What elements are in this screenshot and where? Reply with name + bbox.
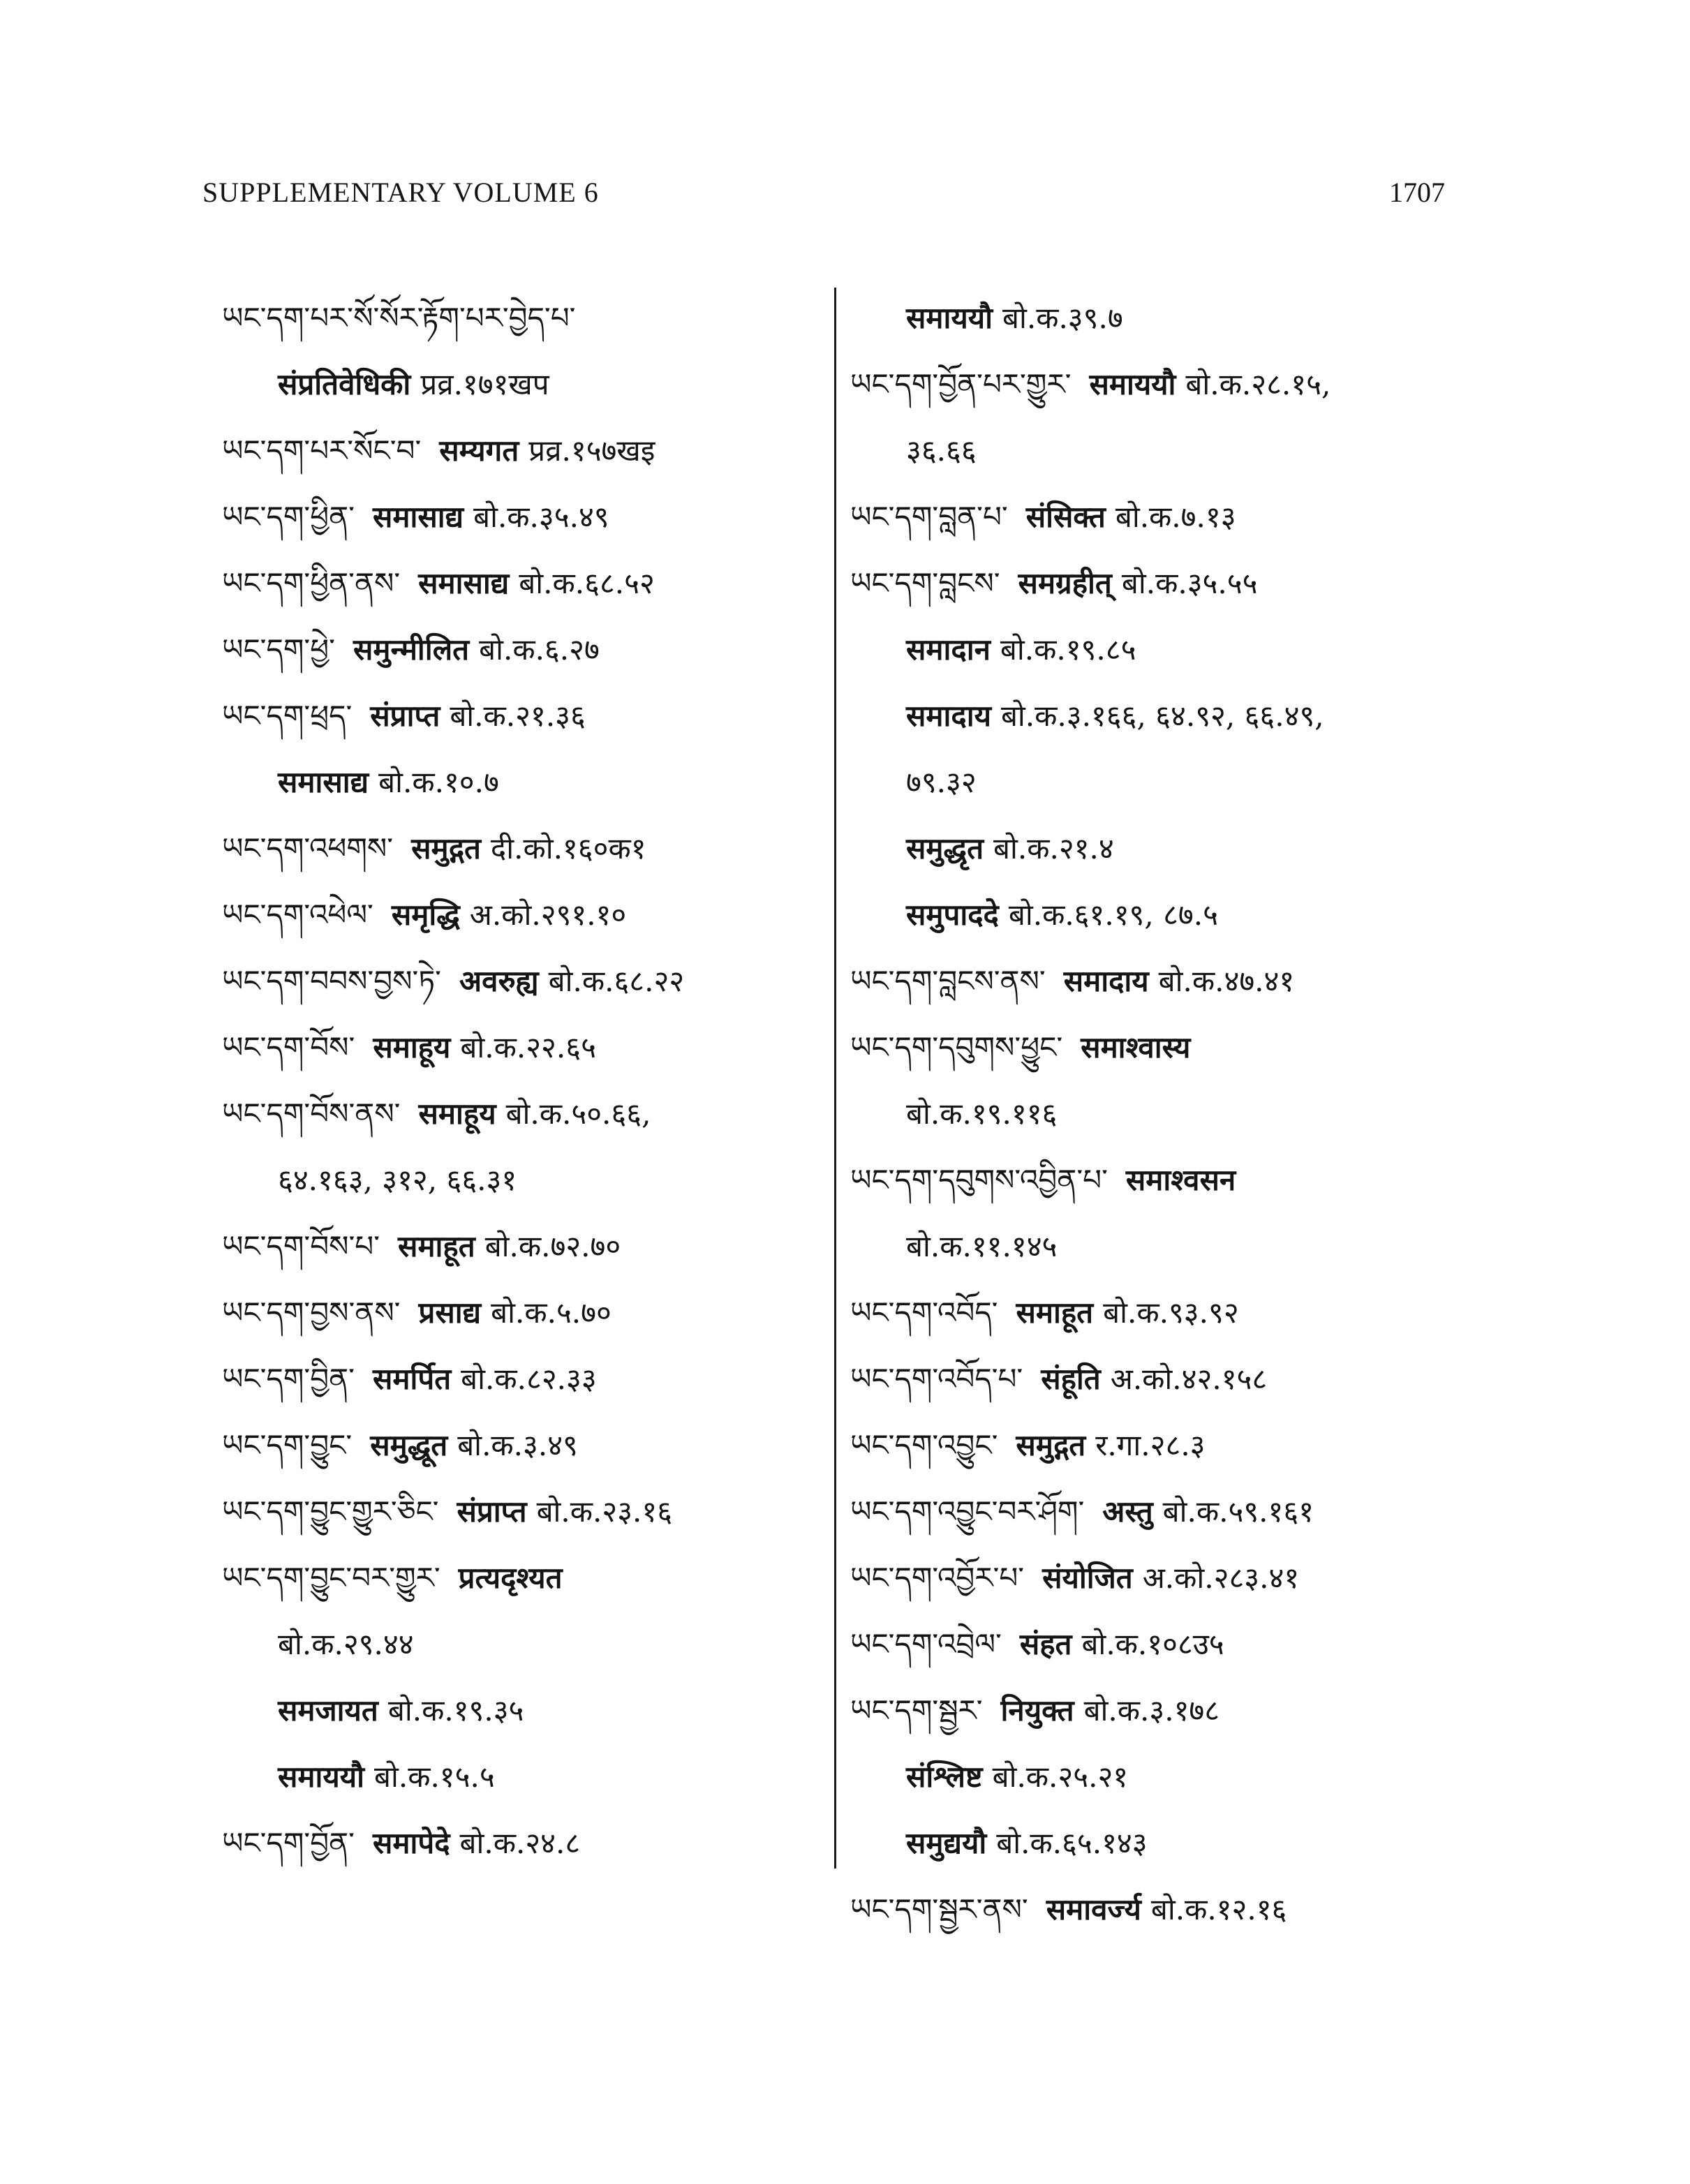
tibetan-headword: ཡང་དག་འབྱུང་	[850, 1428, 998, 1462]
tibetan-headword: ཡང་དག་ཕྱིན་ནས་	[222, 566, 401, 600]
dictionary-entry	[222, 948, 824, 1014]
tibetan-headword: ཡང་དག་བླངས་	[850, 566, 1000, 600]
sanskrit-equivalent: अस्तु	[1102, 1494, 1153, 1529]
source-reference: प्रव्र.१७१खप	[420, 367, 549, 401]
sanskrit-equivalent: सम्यगत	[439, 433, 519, 468]
tibetan-headword: ཡང་དག་ཕྱེ་	[222, 632, 335, 667]
sanskrit-equivalent: समाययौ	[1089, 367, 1176, 401]
dictionary-entry	[850, 484, 1520, 550]
tibetan-headword: ཡང་དག་འབྱོར་པ་	[850, 1561, 1025, 1595]
entry-continuation	[850, 683, 1520, 749]
entry-continuation	[850, 285, 1520, 351]
dictionary-entry	[222, 1346, 824, 1412]
entry-continuation	[850, 417, 1520, 484]
entry-continuation	[850, 815, 1520, 882]
page-number: 1707	[1389, 177, 1445, 208]
right-column	[850, 285, 1520, 1942]
sanskrit-equivalent: समासाद्य	[372, 500, 464, 534]
source-reference: बो.क.१९.३५	[387, 1693, 524, 1728]
source-reference: बो.क.७२.७०	[484, 1229, 621, 1263]
tibetan-headword: ཡང་དག་བྱོན་པར་གྱུར་	[850, 367, 1072, 401]
sanskrit-equivalent: समादाय	[1063, 964, 1149, 998]
source-reference: प्रव्र.१५७खइ	[528, 433, 655, 468]
sanskrit-equivalent: नियुक्त	[1000, 1693, 1074, 1728]
sanskrit-equivalent: समुद्धूत	[370, 1428, 448, 1462]
source-reference: अ.को.२९१.१०	[469, 898, 627, 932]
entry-continuation	[222, 1611, 824, 1677]
entry-continuation	[850, 749, 1520, 815]
entry-continuation	[222, 1744, 824, 1810]
tibetan-headword: ཡང་དག་ཕྱིན་	[222, 500, 355, 534]
sanskrit-equivalent: संश्लिष्ट	[906, 1760, 983, 1794]
tibetan-headword: ཡང་དག་བྱུང་གྱུར་ཅིང་	[222, 1494, 439, 1529]
tibetan-headword: ཡང་དག་པར་སོ་སོར་རྟོག་པར་བྱེད་པ་	[222, 301, 576, 335]
entry-continuation	[850, 1744, 1520, 1810]
dictionary-entry	[850, 351, 1520, 417]
sanskrit-equivalent: संप्रतिवेधिकी	[278, 367, 411, 401]
dictionary-entry	[850, 1677, 1520, 1744]
dictionary-entry	[222, 1412, 824, 1478]
sanskrit-equivalent: समावर्ज्य	[1046, 1892, 1141, 1926]
source-reference: बो.क.२१.३६	[450, 699, 586, 733]
sanskrit-equivalent: अवरुह्य	[459, 964, 539, 998]
entry-continuation	[222, 1147, 824, 1213]
tibetan-headword: ཡང་དག་བོས་	[222, 1030, 355, 1064]
dictionary-entry	[222, 1080, 824, 1147]
tibetan-headword: ཡང་དག་འཕགས་	[222, 831, 394, 866]
source-reference: बो.क.१०८उ५	[1081, 1627, 1224, 1661]
source-reference: बो.क.६.२७	[479, 632, 600, 667]
sanskrit-equivalent: समाहूय	[373, 1030, 451, 1064]
source-reference: बो.क.११.१४५	[906, 1229, 1058, 1263]
source-reference: बो.क.१२.१६	[1150, 1892, 1287, 1926]
dictionary-entry	[222, 417, 824, 484]
entry-continuation	[222, 749, 824, 815]
source-reference: ३६.६६	[906, 433, 977, 468]
dictionary-entry	[850, 948, 1520, 1014]
sanskrit-equivalent: समापेदे	[372, 1826, 450, 1860]
entry-continuation	[850, 882, 1520, 948]
entry-continuation	[850, 1810, 1520, 1876]
source-reference: दी.को.१६०क१	[490, 831, 646, 866]
source-reference: बो.क.३.१७८	[1083, 1693, 1220, 1728]
dictionary-entry	[850, 1876, 1520, 1942]
tibetan-headword: ཡང་དག་བབས་བྱས་ཏེ་	[222, 964, 441, 998]
source-reference: बो.क.२१.४	[993, 831, 1114, 866]
left-column	[222, 285, 824, 1876]
source-reference: बो.क.२९.४४	[278, 1627, 414, 1661]
source-reference: बो.क.२५.२१	[992, 1760, 1129, 1794]
tibetan-headword: ཡང་དག་འབྲེལ་	[850, 1627, 1002, 1661]
sanskrit-equivalent: प्रत्यदृश्यत	[458, 1561, 563, 1595]
tibetan-headword: ཡང་དག་དབུགས་ཕྱུང་	[850, 1030, 1063, 1064]
sanskrit-equivalent: समादाय	[906, 699, 991, 733]
sanskrit-equivalent: संहत	[1019, 1627, 1072, 1661]
sanskrit-equivalent: समाश्वास्य	[1081, 1030, 1191, 1064]
source-reference: अ.को.४२.१५८	[1110, 1362, 1268, 1396]
tibetan-headword: ཡང་དག་ཕྲད་	[222, 699, 353, 733]
source-reference: बो.क.६१.१९, ८७.५	[1008, 898, 1218, 932]
dictionary-entry	[222, 550, 824, 616]
dictionary-entry	[850, 550, 1520, 616]
tibetan-headword: ཡང་དག་བླན་པ་	[850, 500, 1008, 534]
source-reference: बो.क.२२.६५	[460, 1030, 596, 1064]
dictionary-entry	[222, 1545, 824, 1611]
dictionary-entry	[850, 1478, 1520, 1545]
sanskrit-equivalent: समादान	[906, 632, 991, 667]
source-reference: बो.क.४७.४१	[1158, 964, 1295, 998]
source-reference: बो.क.९३.९२	[1103, 1295, 1239, 1330]
sanskrit-equivalent: संप्राप्त	[457, 1494, 527, 1529]
tibetan-headword: ཡང་དག་སྦྱར་	[850, 1693, 983, 1728]
source-reference: बो.क.१०.७	[378, 765, 499, 799]
entry-continuation	[850, 1080, 1520, 1147]
sanskrit-equivalent: समुद्धृत	[906, 831, 984, 866]
sanskrit-equivalent: समृद्धि	[391, 898, 460, 932]
sanskrit-equivalent: समासाद्य	[418, 566, 510, 600]
tibetan-headword: ཡང་དག་བོས་པ་	[222, 1229, 380, 1263]
dictionary-entry	[850, 1611, 1520, 1677]
tibetan-headword: ཡང་དག་སྦྱར་ནས་	[850, 1892, 1028, 1926]
source-reference: बो.क.२८.१५,	[1185, 367, 1331, 401]
source-reference: बो.क.३५.४९	[473, 500, 609, 534]
source-reference: बो.क.२३.१६	[536, 1494, 673, 1529]
dictionary-entry	[850, 1346, 1520, 1412]
tibetan-headword: ཡང་དག་བྱིན་	[222, 1362, 355, 1396]
source-reference: बो.क.५.७०	[491, 1295, 611, 1330]
dictionary-entry	[222, 285, 824, 351]
sanskrit-equivalent: समाहूय	[418, 1097, 496, 1131]
dictionary-entry	[222, 1478, 824, 1545]
sanskrit-equivalent: समग्रहीत्	[1018, 566, 1112, 600]
dictionary-entry	[222, 1213, 824, 1279]
source-reference: बो.क.३.४९	[457, 1428, 578, 1462]
dictionary-entry	[222, 815, 824, 882]
tibetan-headword: ཡང་དག་བྱུང་	[222, 1428, 353, 1462]
sanskrit-equivalent: समुद्ययौ	[906, 1826, 987, 1860]
source-reference: बो.क.६८.२२	[548, 964, 685, 998]
dictionary-entry	[222, 882, 824, 948]
source-reference: बो.क.१५.५	[373, 1760, 495, 1794]
dictionary-entry	[222, 616, 824, 683]
source-reference: बो.क.८२.३३	[461, 1362, 597, 1396]
tibetan-headword: ཡང་དག་བྱོན་	[222, 1826, 355, 1860]
sanskrit-equivalent: समाश्वसन	[1125, 1163, 1236, 1197]
sanskrit-equivalent: संयोजित	[1042, 1561, 1133, 1595]
source-reference: ७९.३२	[906, 765, 977, 799]
tibetan-headword: ཡང་དག་བོས་ནས་	[222, 1097, 401, 1131]
sanskrit-equivalent: समासाद्य	[278, 765, 369, 799]
entry-continuation	[222, 1677, 824, 1744]
source-reference: र.गा.२८.३	[1095, 1428, 1206, 1462]
source-reference: बो.क.२४.८	[459, 1826, 581, 1860]
dictionary-entry	[222, 1810, 824, 1876]
sanskrit-equivalent: संहूति	[1041, 1362, 1101, 1396]
source-reference: बो.क.६८.५२	[519, 566, 655, 600]
tibetan-headword: ཡང་དག་འཕེལ་	[222, 898, 373, 932]
tibetan-headword: ཡང་དག་པར་སོང་བ་	[222, 433, 422, 468]
tibetan-headword: ཡང་དག་བྱུང་བར་གྱུར་	[222, 1561, 440, 1595]
source-reference: बो.क.३९.७	[1002, 301, 1123, 335]
tibetan-headword: ཡང་དག་འབོད་	[850, 1295, 998, 1330]
dictionary-entry	[850, 1279, 1520, 1346]
dictionary-entry	[222, 484, 824, 550]
dictionary-entry	[222, 1279, 824, 1346]
source-reference: बो.क.३.१६६, ६४.९२, ६६.४९,	[1000, 699, 1324, 733]
sanskrit-equivalent: संप्राप्त	[370, 699, 440, 733]
sanskrit-equivalent: प्रसाद्य	[418, 1295, 482, 1330]
tibetan-headword: ཡང་དག་བྱས་ནས་	[222, 1295, 401, 1330]
dictionary-entry	[850, 1014, 1520, 1080]
sanskrit-equivalent: समाहूत	[398, 1229, 475, 1263]
source-reference: अ.को.२८३.४१	[1142, 1561, 1300, 1595]
sanskrit-equivalent: समुद्गत	[1016, 1428, 1086, 1462]
entry-continuation	[850, 616, 1520, 683]
entry-continuation	[850, 1213, 1520, 1279]
source-reference: बो.क.५०.६६,	[505, 1097, 651, 1131]
dictionary-entry	[850, 1147, 1520, 1213]
dictionary-entry	[222, 683, 824, 749]
sanskrit-equivalent: संसिक्त	[1025, 500, 1106, 534]
sanskrit-equivalent: समाययौ	[906, 301, 993, 335]
dictionary-entry	[222, 1014, 824, 1080]
entry-continuation	[222, 351, 824, 417]
sanskrit-equivalent: समाहूत	[1016, 1295, 1094, 1330]
sanskrit-equivalent: समुपाददे	[906, 898, 999, 932]
sanskrit-equivalent: समजायत	[278, 1693, 378, 1728]
tibetan-headword: ཡང་དག་འབྱུང་བར་ཤོག་	[850, 1494, 1085, 1529]
source-reference: बो.क.१९.११६	[906, 1097, 1058, 1131]
source-reference: बो.क.१९.८५	[1000, 632, 1136, 667]
source-reference: ६४.१६३, ३१२, ६६.३१	[278, 1163, 517, 1197]
sanskrit-equivalent: समर्पित	[372, 1362, 452, 1396]
dictionary-entry	[850, 1412, 1520, 1478]
running-head: SUPPLEMENTARY VOLUME 6	[202, 177, 599, 208]
dictionary-entry	[850, 1545, 1520, 1611]
source-reference: बो.क.५९.१६१	[1162, 1494, 1314, 1529]
sanskrit-equivalent: समाययौ	[278, 1760, 364, 1794]
sanskrit-equivalent: समुन्मीलित	[353, 632, 470, 667]
tibetan-headword: ཡང་དག་བླངས་ནས་	[850, 964, 1046, 998]
source-reference: बो.क.७.१३	[1115, 500, 1236, 534]
tibetan-headword: ཡང་དག་དབུགས་འབྱིན་པ་	[850, 1163, 1108, 1197]
sanskrit-equivalent: समुद्गत	[411, 831, 481, 866]
source-reference: बो.क.६५.१४३	[996, 1826, 1148, 1860]
tibetan-headword: ཡང་དག་འབོད་པ་	[850, 1362, 1023, 1396]
column-divider	[834, 288, 836, 1869]
source-reference: बो.क.३५.५५	[1121, 566, 1258, 600]
